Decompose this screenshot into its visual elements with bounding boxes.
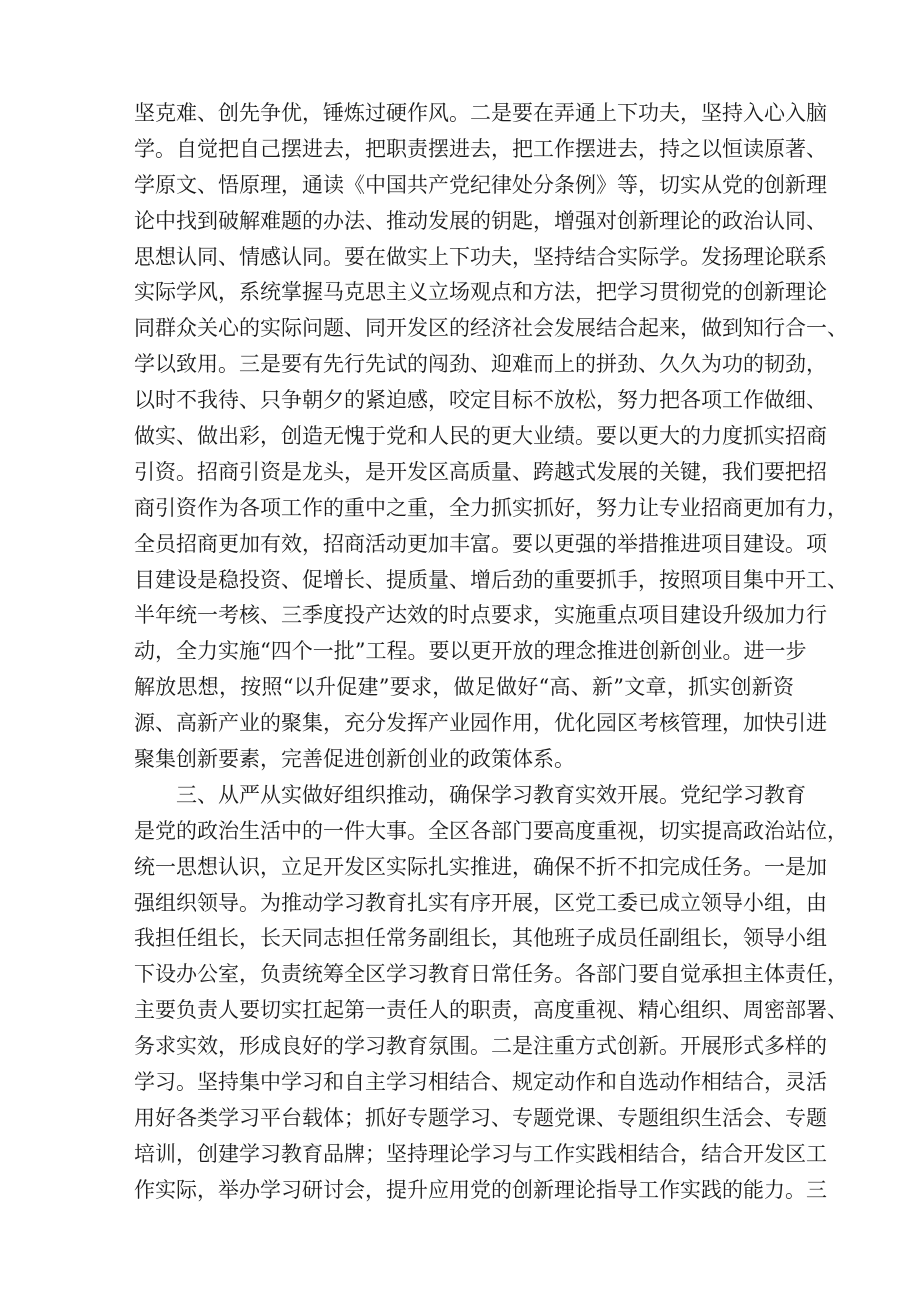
text-line: 商引资作为各项工作的重中之重，全力抓实抓好，努力让专业招商更加有力， xyxy=(134,495,848,520)
text-line: 坚克难、创先争优，锤炼过硬作风。二是要在弄通上下功夫，坚持入心入脑 xyxy=(134,101,827,125)
text-line: 务求实效，形成良好的学习教育氛围。二是注重方式创新。开展形式多样的 xyxy=(134,1034,827,1059)
text-line: 用好各类学习平台载体；抓好专题学习、专题党课、专题组织生活会、专题 xyxy=(134,1105,827,1130)
text-line: 培训，创建学习教育品牌；坚持理论学习与工作实践相结合，结合开发区工 xyxy=(134,1141,827,1166)
text-line: 半年统一考核、三季度投产达效的时点要求，实施重点项目建设升级加力行 xyxy=(134,603,827,628)
section-heading-line: 三、从严从实做好组织推动，确保学习教育实效开展。党纪学习教育 xyxy=(176,782,806,807)
text-line: 统一思想认识，立足开发区实际扎实推进，确保不折不扣完成任务。一是加 xyxy=(134,854,827,879)
text-line: 学原文、悟原理，通读《中国共产党纪律处分条例》等，切实从党的创新理 xyxy=(134,172,827,197)
paragraph-2 xyxy=(134,778,848,1209)
text-line: 学。自觉把自己摆进去，把职责摆进去，把工作摆进去，持之以恒读原著、 xyxy=(134,136,827,161)
text-line: 解放思想，按照“以升促建”要求，做足做好“高、新”文章，抓实创新资 xyxy=(134,675,794,700)
text-line: 聚集创新要素，完善促进创新创业的政策体系。 xyxy=(134,747,575,772)
text-line: 引资。招商引资是龙头，是开发区高质量、跨越式发展的关键，我们要把招 xyxy=(134,459,827,484)
text-line: 学以致用。三是要有先行先试的闯劲、迎难而上的拼劲、久久为功的韧劲， xyxy=(134,352,827,377)
body-text xyxy=(134,96,848,1209)
text-line: 同群众关心的实际问题、同开发区的经济社会发展结合起来，做到知行合一、 xyxy=(134,316,848,341)
text-line: 动，全力实施“四个一批”工程。要以更开放的理念推进创新创业。进一步 xyxy=(134,639,807,664)
text-line: 思想认同、情感认同。要在做实上下功夫，坚持结合实际学。发扬理论联系 xyxy=(134,244,827,269)
text-line: 学习。坚持集中学习和自主学习相结合、规定动作和自选动作相结合，灵活 xyxy=(134,1070,827,1095)
text-line: 是党的政治生活中的一件大事。全区各部门要高度重视，切实提高政治站位， xyxy=(134,818,848,843)
text-line: 论中找到破解难题的办法、推动发展的钥匙，增强对创新理论的政治认同、 xyxy=(134,208,827,233)
text-line: 全员招商更加有效，招商活动更加丰富。要以更强的举措推进项目建设。项 xyxy=(134,531,827,556)
text-line: 下设办公室，负责统筹全区学习教育日常任务。各部门要自觉承担主体责任， xyxy=(134,962,848,987)
paragraph-1 xyxy=(134,96,848,778)
text-line: 强组织领导。为推动学习教育扎实有序开展，区党工委已成立领导小组，由 xyxy=(134,890,827,915)
text-line: 目建设是稳投资、促增长、提质量、增后劲的重要抓手，按照项目集中开工、 xyxy=(134,567,848,592)
text-line: 实际学风，系统掌握马克思主义立场观点和方法，把学习贯彻党的创新理论 xyxy=(134,280,827,305)
text-line: 以时不我待、只争朝夕的紧迫感，咬定目标不放松，努力把各项工作做细、 xyxy=(134,388,827,413)
text-line: 作实际，举办学习研讨会，提升应用党的创新理论指导工作实践的能力。三 xyxy=(134,1177,827,1202)
text-line: 主要负责人要切实扛起第一责任人的职责，高度重视、精心组织、周密部署、 xyxy=(134,998,848,1023)
text-line: 我担任组长，长天同志担任常务副组长，其他班子成员任副组长，领导小组 xyxy=(134,926,827,951)
text-line: 做实、做出彩，创造无愧于党和人民的更大业绩。要以更大的力度抓实招商 xyxy=(134,424,827,449)
text-line: 源、高新产业的聚集，充分发挥产业园作用，优化园区考核管理，加快引进 xyxy=(134,711,827,736)
